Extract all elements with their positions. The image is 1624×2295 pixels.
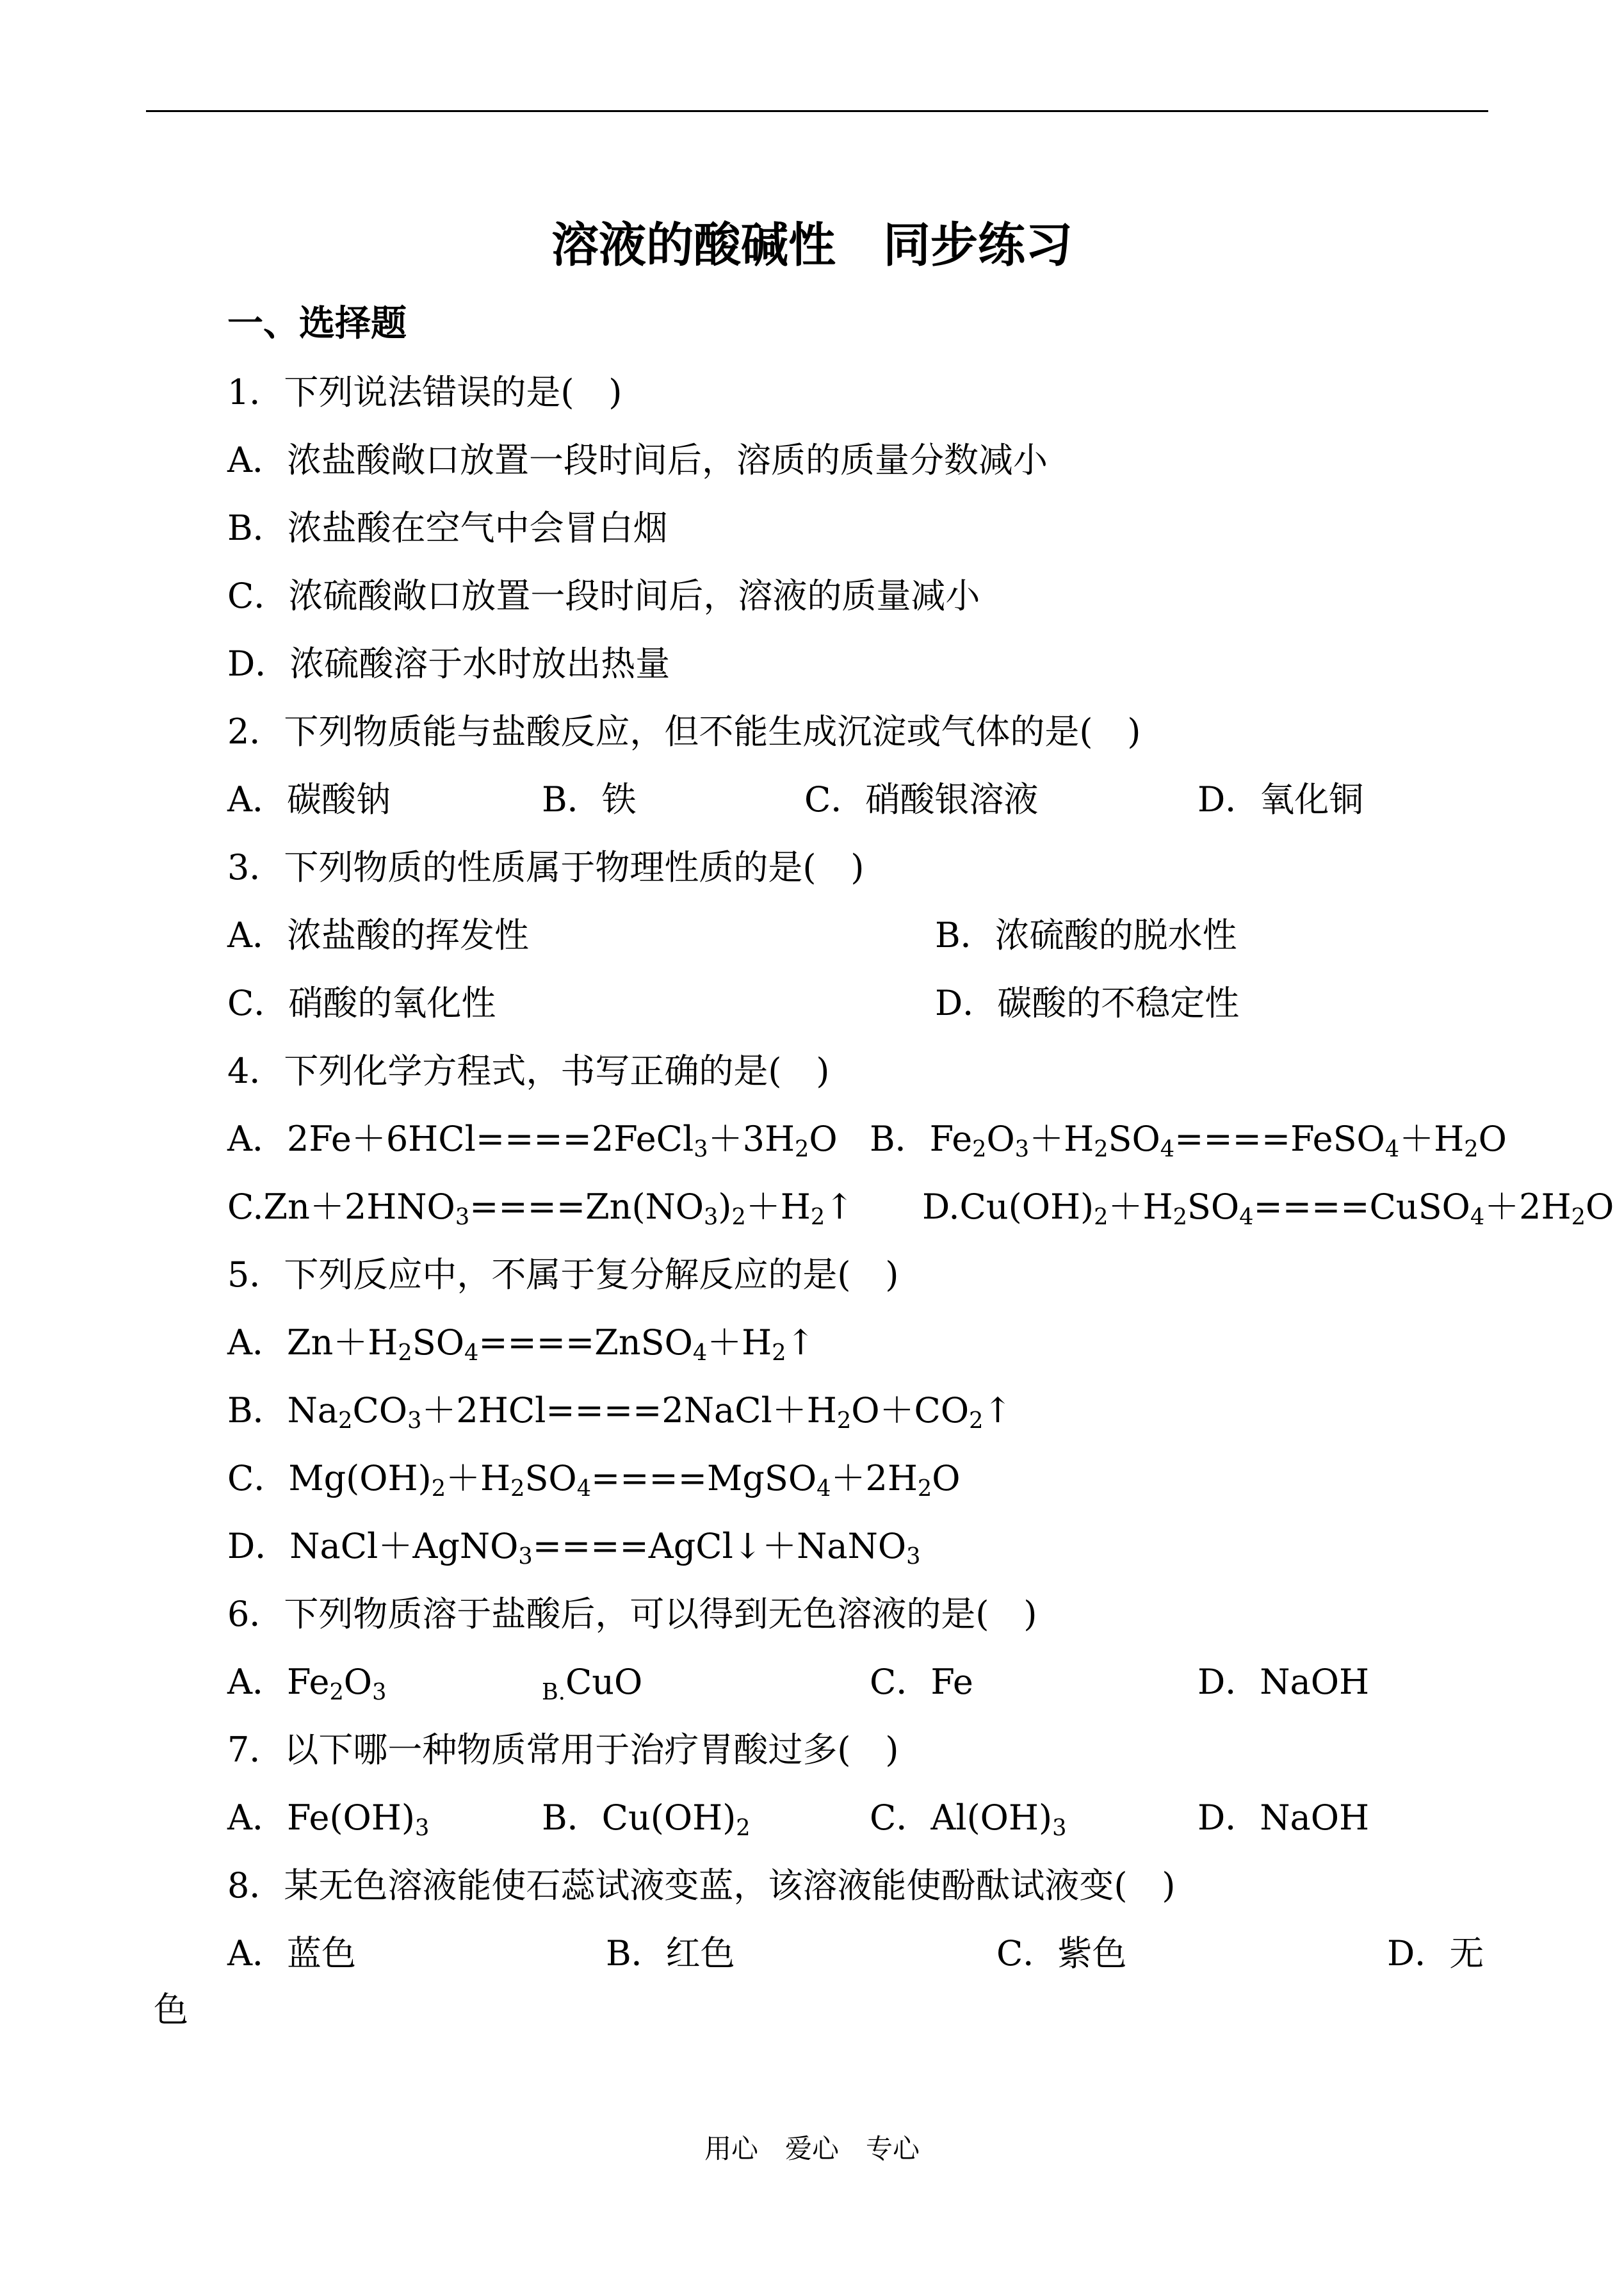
question-8: 8．某无色溶液能使石蕊试液变蓝，该溶液能使酚酞试液变( ) <box>227 1865 1176 1906</box>
question-6: 6．下列物质溶于盐酸后，可以得到无色溶液的是( ) <box>227 1594 1037 1634</box>
question-7: 7．以下哪一种物质常用于治疗胃酸过多( ) <box>227 1730 899 1770</box>
q7-option-c: C．$Al(OH)_3$ <box>870 1797 1067 1841</box>
page-footer: 用心 爱心 专心 <box>704 2133 920 2164</box>
page-title: 溶液的酸碱性 同步练习 <box>551 218 1073 273</box>
q2-option-b: B．铁 <box>542 779 637 820</box>
q3-option-a: A．浓盐酸的挥发性 <box>227 915 529 955</box>
section-heading: 一、选择题 <box>227 302 407 345</box>
question-1: 1．下列说法错误的是( ) <box>227 372 622 412</box>
q1-option-c: C．浓硫酸敞口放置一段时间后，溶液的质量减小 <box>227 576 980 616</box>
q8-option-d-wrap: 色 <box>154 1990 188 2030</box>
q6-option-b: $_{B.}$CuO <box>542 1662 643 1705</box>
question-2: 2．下列物质能与盐酸反应，但不能生成沉淀或气体的是( ) <box>227 711 1141 752</box>
q2-option-a: A．碳酸钠 <box>227 779 391 820</box>
q4-option-a: A．$2Fe+6HCl====2FeCl_3+3H_2O$ <box>227 1119 838 1162</box>
q8-option-c: C．紫色 <box>996 1933 1127 1974</box>
q1-option-d: D．浓硫酸溶于水时放出热量 <box>227 644 670 684</box>
question-3: 3．下列物质的性质属于物理性质的是( ) <box>227 847 865 888</box>
q3-option-c: C．硝酸的氧化性 <box>227 983 496 1023</box>
q5-option-b: B．$Na_2CO_3+2HCl====2NaCl+H_2O+CO_2↑$ <box>227 1390 1012 1434</box>
q8-option-b: B．红色 <box>606 1933 735 1974</box>
q8-option-a: A．蓝色 <box>227 1933 356 1974</box>
question-5: 5．下列反应中，不属于复分解反应的是( ) <box>227 1254 899 1295</box>
header-rule <box>146 110 1488 112</box>
q3-option-d: D．碳酸的不稳定性 <box>935 983 1240 1023</box>
q6-option-d: D．NaOH <box>1198 1662 1370 1702</box>
q7-option-a: A．$Fe(OH)_3$ <box>227 1797 430 1841</box>
q7-option-d: D．NaOH <box>1198 1797 1370 1838</box>
q4-option-b: B．$Fe_2O_3+H_2SO_4====FeSO_4+H_2O$ <box>870 1119 1507 1162</box>
q1-option-b: B．浓盐酸在空气中会冒白烟 <box>227 508 668 548</box>
q5-option-a: A．$Zn+H_2SO_4====ZnSO_4+H_2↑$ <box>227 1322 815 1366</box>
q7-option-b: B．$Cu(OH)_2$ <box>542 1797 751 1841</box>
q8-option-d: D．无 <box>1387 1933 1484 1974</box>
q4-option-c: $C.Zn+2HNO_3====Zn(NO_3)_2+H_2↑$ <box>227 1187 854 1230</box>
q6-option-a: A．$Fe_2O_3$ <box>227 1662 387 1705</box>
question-4: 4．下列化学方程式，书写正确的是( ) <box>227 1051 830 1091</box>
q6-option-c: C．Fe <box>870 1662 973 1702</box>
q2-option-d: D．氧化铜 <box>1198 779 1364 820</box>
q3-option-b: B．浓硫酸的脱水性 <box>935 915 1237 955</box>
q5-option-c: C．$Mg(OH)_2+H_2SO_4====MgSO_4+2H_2O$ <box>227 1458 961 1502</box>
q2-option-c: C．硝酸银溶液 <box>804 779 1039 820</box>
q4-option-d: $D.Cu(OH)_2+H_2SO_4====CuSO_4+2H_2O$ <box>922 1187 1614 1230</box>
q5-option-d: D．NaCl＋AgNO$_3$====AgCl↓＋NaNO$_3$ <box>227 1526 921 1569</box>
q1-option-a: A．浓盐酸敞口放置一段时间后，溶质的质量分数减小 <box>227 440 1048 480</box>
